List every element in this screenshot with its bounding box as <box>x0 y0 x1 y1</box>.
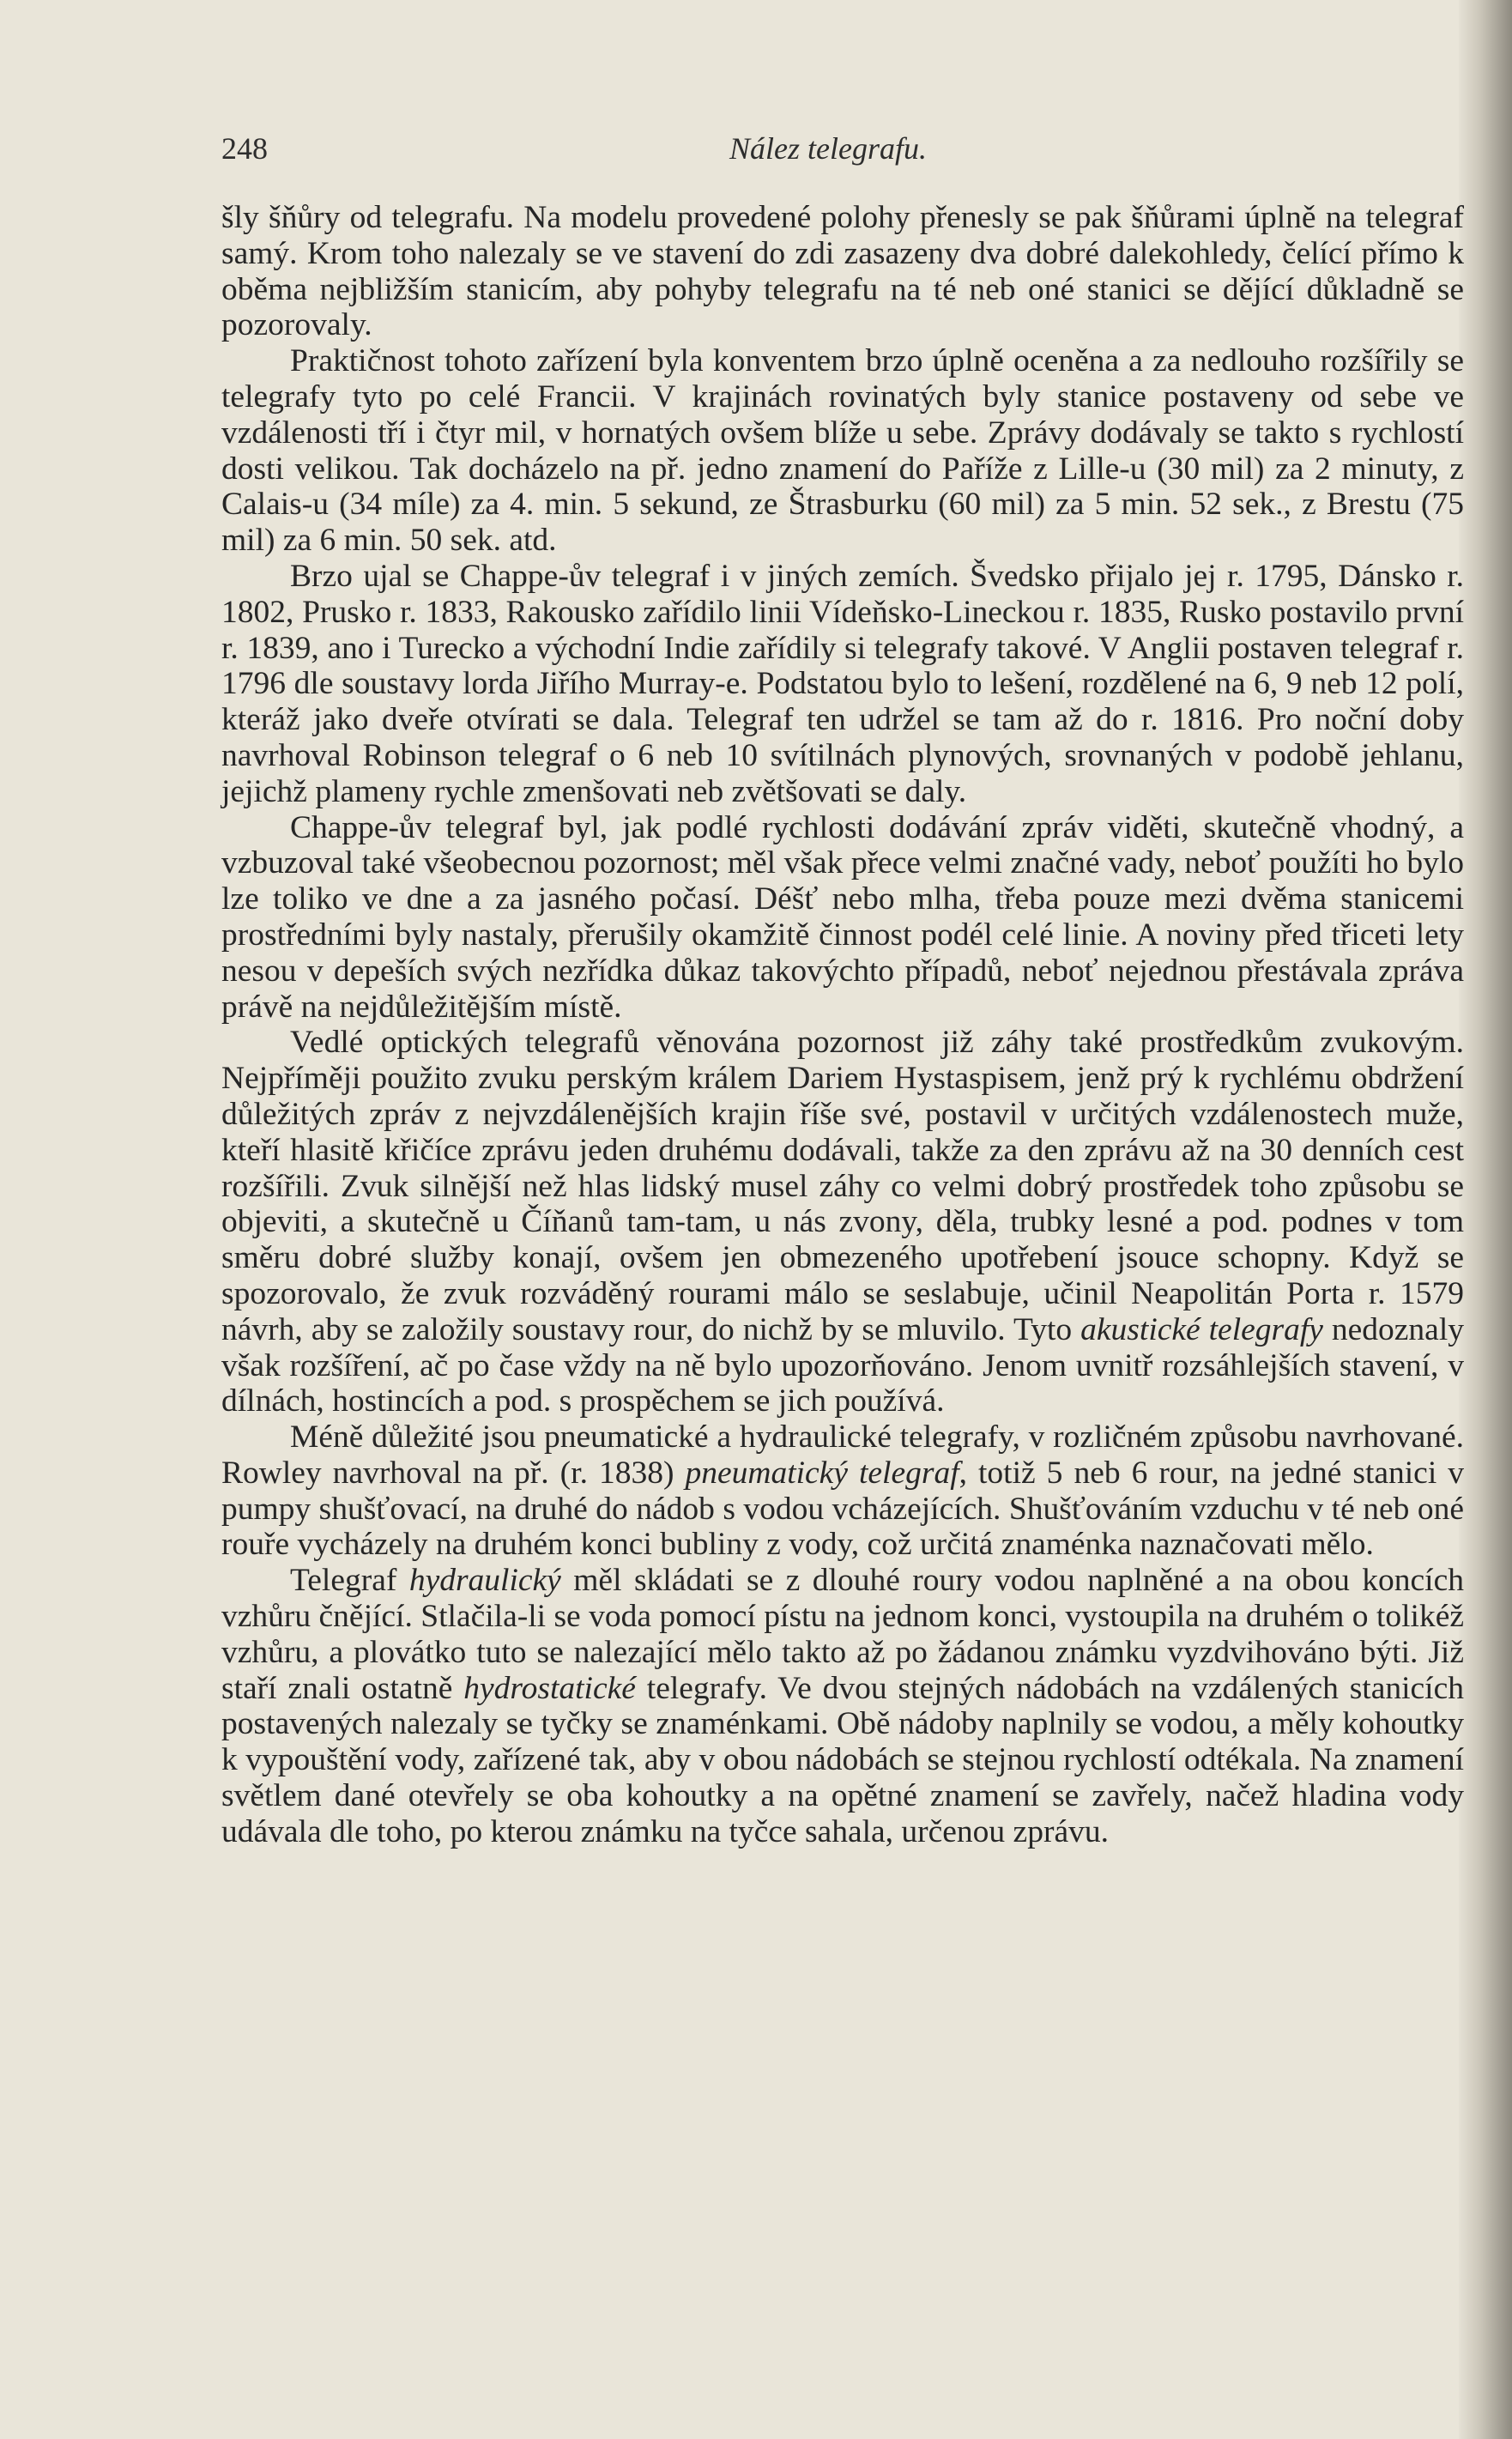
text-run: Chappe-ův telegraf byl, jak podlé rychlosti dodávání zpráv viděti, skutečně vhodný, a vzbuzoval také všeobecnou pozornost; měl však přece velmi značné vady, neboť použíti ho bylo lze toliko ve dne a za jasného počasí. Déšť nebo mlha, třeba pouze mezi dvěma stanicemi prostředními byly nastaly, přerušily okamžitě činnost podél celé linie. A noviny před třiceti lety nesou v depeších svých nezřídka důkaz takovýchto případů, neboť nejednou přestávala zpráva právě na nejdůležitějším místě. <box>221 809 1464 1025</box>
text-run: Méně důležité jsou pneumatické a hydraulické telegrafy, v rozličném způsobu navrhované. Rowley navrhoval na př. (r. 1838) <box>221 1419 1464 1491</box>
text-run: Praktičnost tohoto zařízení byla konventem brzo úplně oceněna a za nedlouho rozšířily se telegrafy tyto po celé Francii. V krajinách rovinatých byly stanice postaveny od sebe ve vzdálenosti tří i čtyr mil, v hornatých ovšem blíže u sebe. Zprávy dodávaly se takto s rychlostí dosti velikou. Tak docházelo na př. jedno znamení do Paříže z Lille-u (30 mil) za 2 minuty, z Calais-u (34 míle) za 4. min. 5 sekund, ze Štrasburku (60 mil) za 5 min. 52 sek., z Brestu (75 mil) za 6 min. 50 sek. atd. <box>221 343 1464 559</box>
paragraph <box>221 200 1464 343</box>
text-run: Vedlé optických telegrafů věnována pozornost již záhy také prostředkům zvukovým. Nejpříměji použito zvuku perským králem Dariem Hystaspisem, jenž prý k rychlému obdržení důležitých zpráv z nejvzdálenějších krajin říše své, postavil v určitých vzdálenostech muže, kteří hlasitě křičíce zprávu jeden druhému dodávali, takže za den zprávu až na 30 denních cest rozšířili. Zvuk silnější než hlas lidský musel záhy co velmi dobrý prostředek toho způsobu se objeviti, a skutečně u Číňanů tam-tam, u nás zvony, děla, trubky lesné a pod. podnes v tom směru dobré služby konají, ovšem jen obmezeného upotřebení jsouce schopny. Když se spozorovalo, že zvuk rozváděný rourami málo se seslabuje, učinil Neapolitán Porta r. 1579 návrh, aby se založily soustavy rour, do nichž by se mluvilo. Tyto <box>221 1025 1464 1347</box>
italic-term: hydrostatické <box>463 1670 636 1706</box>
paragraph <box>221 1563 1464 1849</box>
paragraph <box>221 1025 1464 1419</box>
paragraph <box>221 343 1464 559</box>
text-run: telegrafy. Ve dvou stejných nádobách na vzdálených stanicích postavených nalezaly se tyčky se znaménkami. Obě nádoby naplnily se vodou, a měly kohoutky k vypouštění vody, zařízené tak, aby v obou nádobách se stejnou rychlostí odtékala. Na znamení světlem dané otevřely se oba kohoutky a na opětné znamení se zavřely, načež hladina vody udávala dle toho, po kterou známku na tyčce sahala, určenou zprávu. <box>221 1670 1464 1849</box>
italic-term: hydraulický <box>408 1563 561 1599</box>
text-run: nedoznaly však rozšíření, ač po čase vždy na ně bylo upozorňováno. Jenom uvnitř rozsáhlejších stavení, v dílnách, hostincích a pod. s prospěchem se jich používá. <box>221 1311 1464 1419</box>
text-run: , totiž 5 neb 6 rour, na jedné stanici v pumpy shušťovací, na druhé do nádob s vodou vcházejících. Shušťováním vzduchu v té neb oné rouře vycházely na druhém konci bubliny z vody, což určitá znaménka naznačovati mělo. <box>221 1455 1464 1563</box>
paragraph <box>221 1419 1464 1563</box>
text-run: měl skládati se z dlouhé roury vodou naplněné a na obou koncích vzhůru čnějící. Stlačila-li se voda pomocí pístu na jednom konci, vystoupila na druhém o tolikéž vzhůru, a plovátko tuto se nalezající mělo takto až po žádanou známku vyzdvihováno býti. Již staří znali ostatně <box>221 1563 1464 1706</box>
text-run: Brzo ujal se Chappe-ův telegraf i v jiných zemích. Švedsko přijalo jej r. 1795, Dánsko r. 1802, Prusko r. 1833, Rakousko zařídilo linii Vídeňsko-Lineckou r. 1835, Rusko postavilo první r. 1839, ano i Turecko a východní Indie zařídily si telegrafy takové. V Anglii postaven telegraf r. 1796 dle soustavy lorda Jiřího Murray-e. Podstatou bylo to lešení, rozdělené na 6, 9 neb 12 polí, kteráž jako dveře otvírati se dala. Telegraf ten udržel se tam až do r. 1816. Pro noční doby navrhoval Robinson telegraf o 6 neb 10 svítilnách plynových, srovnaných v podobě jehlanu, jejichž plameny rychle zmenšovati neb zvětšovati se daly. <box>221 558 1464 809</box>
running-title: Nález telegrafu. <box>729 131 927 166</box>
body-text <box>221 200 1464 1850</box>
text-run: Telegraf <box>290 1563 409 1599</box>
paragraph <box>221 810 1464 1026</box>
page-number: 248 <box>221 131 268 166</box>
paragraph <box>221 559 1464 810</box>
text-run: šly šňůry od telegrafu. Na modelu provedené polohy přenesly se pak šňůrami úplně na telegraf samý. Krom toho nalezaly se ve stavení do zdi zasazeny dva dobré dalekohledy, čelící přímo k oběma nejbližším stanicím, aby pohyby telegrafu na té neb oné stanici se dějící důkladně se pozorovaly. <box>221 200 1464 343</box>
page-gutter-shadow <box>1459 0 1512 2439</box>
italic-term: akustické telegrafy <box>1080 1311 1323 1347</box>
running-head <box>221 130 1453 182</box>
italic-term: pneumatický telegraf <box>685 1455 959 1491</box>
